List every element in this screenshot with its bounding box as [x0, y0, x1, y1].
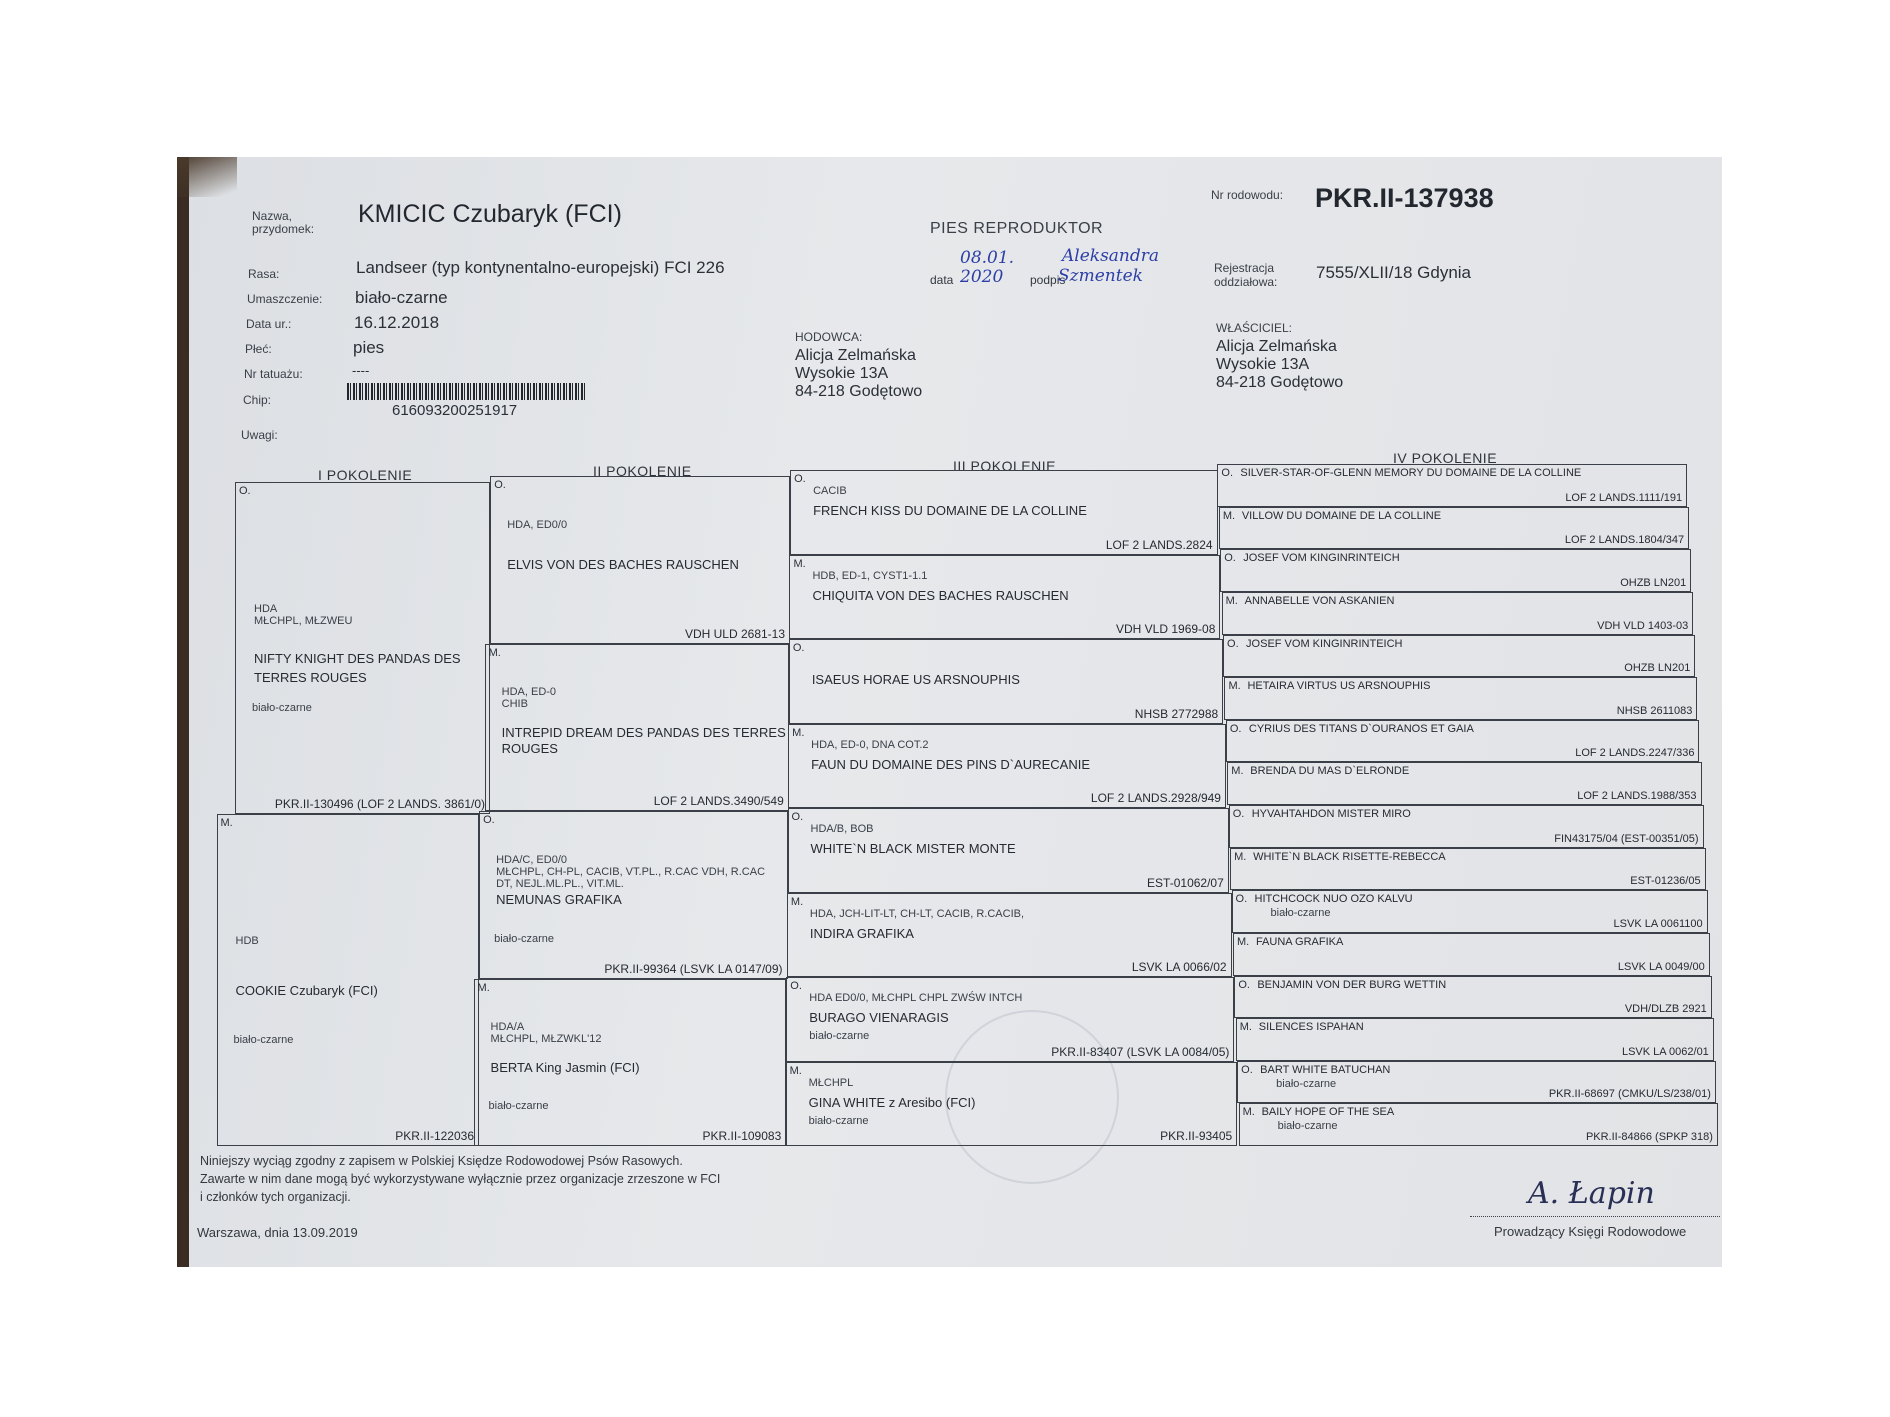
registration-number: PKR.II-93405 — [1160, 1129, 1233, 1143]
remarks-label: Uwagi: — [241, 428, 278, 442]
parent-mark: M. — [1242, 1106, 1255, 1119]
pedigree-cell-g4-2 — [1219, 507, 1689, 550]
parent-mark: M. — [1236, 935, 1250, 948]
titles: HDB — [235, 934, 259, 947]
registration-number: LOF 2 LANDS.2928/949 — [1090, 791, 1221, 805]
place-date: Warszawa, dnia 13.09.2019 — [197, 1225, 358, 1240]
pedigree-cell-g4-10 — [1230, 848, 1706, 891]
branch-label: Rejestracja oddziałowa: — [1214, 261, 1278, 289]
registration-number: PKR.II-130496 (LOF 2 LANDS. 3861/0) — [274, 797, 485, 811]
registration-number: VDH/DLZB 2921 — [1624, 1003, 1707, 1016]
color-label: Umaszczenie: — [247, 292, 323, 306]
parent-mark: M. — [789, 1064, 802, 1077]
generation-4-heading: IV POKOLENIE — [1393, 450, 1498, 466]
parent-mark: M. — [1228, 680, 1241, 693]
dog-name: ELVIS VON DES BACHES RAUSCHEN — [507, 557, 739, 573]
pedigree-cell-g3-2 — [789, 555, 1220, 640]
dog-name: BRENDA DU MAS D`ELRONDE — [1250, 765, 1410, 778]
coat-color: biało-czarne — [1270, 907, 1331, 920]
registration-number: OHZB LN201 — [1620, 576, 1687, 589]
pedigree-cell-g2-3 — [479, 811, 787, 979]
coat-color: biało-czarne — [1276, 1077, 1337, 1090]
titles: HDA/C, ED0/0 MŁCHPL, CH-PL, CACIB, VT.PL., R.CAC VDH, R.CAC DT, NEJL.ML.PL., VIT.ML. — [496, 853, 766, 890]
registration-number: LOF 2 LANDS.1988/353 — [1577, 790, 1697, 802]
parent-mark: O. — [1241, 1063, 1253, 1076]
parent-mark: O. — [239, 485, 251, 497]
dog-name: ISAEUS HORAE US ARSNOUPHIS — [811, 672, 1020, 687]
dog-name: NIFTY KNIGHT DES PANDAS DES TERRES ROUGES — [254, 651, 461, 685]
parent-mark: O. — [790, 980, 802, 992]
sex-value: pies — [353, 338, 385, 357]
dog-name: FAUN DU DOMAINE DES PINS D`AURECANIE — [811, 756, 1090, 772]
titles: HDA MŁCHPL, MŁZWEU — [254, 602, 353, 627]
coat-color: biało-czarne — [808, 1114, 869, 1127]
registration-number: VDH VLD 1403-03 — [1597, 619, 1689, 632]
pedigree-cell-g4-5 — [1223, 635, 1695, 678]
dob-value: 16.12.2018 — [354, 313, 440, 332]
coat-color: biało-czarne — [488, 1100, 549, 1113]
registration-number: PKR.II-68697 (CMKU/LS/238/01) — [1548, 1088, 1711, 1101]
pedigree-cell-g4-9 — [1229, 805, 1704, 848]
dog-name: JOSEF VOM KINGINRINTEICH — [1246, 637, 1403, 650]
chip-label: Chip: — [243, 393, 272, 407]
registration-number: PKR.II-84866 (SPKP 318) — [1585, 1131, 1713, 1143]
tattoo-label: Nr tatuażu: — [244, 367, 303, 381]
dog-name: KMICIC Czubaryk (FCI) — [358, 200, 622, 228]
titles: HDA/B, BOB — [810, 823, 874, 835]
parent-mark: O. — [483, 814, 495, 826]
registration-number: LOF 2 LANDS.1804/347 — [1564, 534, 1685, 547]
sign-label: podpis — [1030, 273, 1066, 287]
parent-mark: M. — [1222, 509, 1236, 522]
titles: CACIB — [813, 485, 847, 497]
dog-name: BAILY HOPE OF THE SEA — [1261, 1106, 1395, 1119]
dog-name: ANNABELLE VON ASKANIEN — [1244, 594, 1395, 607]
handwritten-date-1: 08.01. — [960, 248, 1015, 268]
registration-number: LOF 2 LANDS.2824 — [1105, 537, 1213, 552]
parent-mark: M. — [1225, 594, 1238, 607]
parent-mark: O. — [791, 811, 804, 823]
signatory-title: Prowadzący Księgi Rodowodowe — [1494, 1224, 1687, 1239]
pedigree-cell-g4-1 — [1217, 464, 1687, 507]
pedigree-cell-g4-3 — [1220, 549, 1691, 592]
owner-line-3: 84-218 Godętowo — [1216, 374, 1344, 391]
registration-number: LSVK LA 0049/00 — [1617, 960, 1705, 973]
parent-mark: O. — [1224, 552, 1236, 565]
sex-label: Płeć: — [245, 342, 272, 356]
color-value: biało-czarne — [355, 288, 448, 307]
coat-color: biało-czarne — [809, 1030, 870, 1042]
pedigree-cell-g2-4 — [474, 979, 787, 1147]
chip-number: 616093200251917 — [392, 402, 518, 419]
chip-barcode — [347, 383, 585, 400]
dog-name: HITCHCOCK NUO OZO KALVU — [1254, 893, 1413, 906]
titles: HDA, ED0/0 — [507, 518, 568, 531]
generation-3-heading: III POKOLENIE — [953, 458, 1056, 474]
registration-number: VDH VLD 1969-08 — [1116, 622, 1216, 636]
pedigree-cell-g2-2 — [485, 644, 789, 812]
pedigree-cell-g4-4 — [1222, 592, 1694, 635]
breeder-label: HODOWCA: — [795, 330, 863, 344]
titles: HDB, ED-1, CYST1-1.1 — [812, 569, 928, 582]
handwritten-sign-2: Szmentek — [1058, 266, 1143, 286]
pedigree-cell-g4-15 — [1237, 1061, 1716, 1104]
pedigree-cell-g4-6 — [1224, 677, 1697, 720]
registration-number: VDH ULD 2681-13 — [684, 626, 786, 641]
pedigree-cell-g3-1 — [790, 470, 1218, 555]
parent-mark: O. — [1235, 893, 1248, 906]
parent-mark: O. — [494, 479, 506, 491]
owner-line-2: Wysokie 13A — [1216, 356, 1310, 373]
dog-name: WHITE`N BLACK RISETTE-REBECCA — [1253, 850, 1446, 863]
registration-number: LOF 2 LANDS.1111/191 — [1565, 491, 1683, 504]
owner-label: WŁAŚCICIEL: — [1216, 321, 1293, 335]
owner-line-1: Alicja Zelmańska — [1216, 338, 1337, 355]
coat-color: biało-czarne — [1277, 1120, 1338, 1133]
registration-number: LOF 2 LANDS.2247/336 — [1575, 747, 1695, 760]
pedigree-cell-g1-1 — [235, 482, 490, 814]
registration-number: NHSB 2772988 — [1134, 706, 1219, 721]
handwritten-sign-1: Aleksandra — [1062, 246, 1160, 266]
pedigree-cell-g2-1 — [490, 476, 790, 644]
registration-number: PKR.II-122036 — [395, 1129, 474, 1143]
pedigree-cell-g3-7 — [786, 977, 1234, 1062]
dog-name: FAUNA GRAFIKA — [1255, 935, 1344, 948]
breed-value: Landseer (typ kontynentalno-europejski) FCI 226 — [356, 258, 725, 277]
registration-number: PKR.II-83407 (LSVK LA 0084/05) — [1051, 1044, 1230, 1059]
pedigree-cell-g4-16 — [1239, 1103, 1718, 1146]
parent-mark: M. — [1234, 850, 1247, 863]
registration-number: PKR.II-109083 — [702, 1129, 782, 1143]
titles: HDA ED0/0, MŁCHPL CHPL ZWŚW INTCH — [809, 992, 1023, 1004]
dob-label: Data ur.: — [246, 317, 292, 331]
dog-name: BURAGO VIENARAGIS — [809, 1010, 949, 1025]
registration-number: LSVK LA 0062/01 — [1621, 1045, 1709, 1058]
breeder-line-3: 84-218 Godętowo — [795, 383, 923, 400]
pedigree-cell-g3-6 — [787, 893, 1232, 978]
dog-name: SILENCES ISPAHAN — [1258, 1021, 1364, 1034]
dog-name: HYVAHTAHDON MISTER MIRO — [1251, 808, 1411, 820]
dog-name: WHITE`N BLACK MISTER MONTE — [810, 841, 1016, 856]
breeder-line-1: Alicja Zelmańska — [795, 347, 916, 364]
pedigree-number: PKR.II-137938 — [1315, 183, 1494, 213]
branch-value: 7555/XLII/18 Gdynia — [1316, 263, 1472, 282]
registration-number: PKR.II-99364 (LSVK LA 0147/09) — [604, 961, 783, 976]
dog-name: BART WHITE BATUCHAN — [1260, 1063, 1391, 1076]
dog-name: BENJAMIN VON DER BURG WETTIN — [1257, 978, 1447, 991]
parent-mark: M. — [477, 981, 490, 994]
parent-mark: M. — [1239, 1021, 1252, 1034]
name-label: Nazwa, przydomek: — [252, 209, 315, 236]
handwritten-date-2: 2020 — [960, 267, 1004, 287]
pedigree-cell-g4-7 — [1226, 720, 1700, 763]
pedigree-cell-g4-8 — [1227, 762, 1701, 805]
parent-mark: O. — [1221, 467, 1234, 479]
dog-name: INTREPID DREAM DES PANDAS DES TERRES ROUGES — [501, 724, 786, 756]
parent-mark: M. — [793, 557, 806, 570]
parent-mark: O. — [792, 642, 805, 654]
parent-mark: O. — [1229, 722, 1242, 735]
pedigree-cell-g4-13 — [1234, 976, 1711, 1019]
stud-title: PIES REPRODUKTOR — [930, 220, 1104, 237]
dog-name: GINA WHITE z Aresibo (FCI) — [808, 1094, 976, 1110]
pedigree-cell-g3-5 — [788, 808, 1229, 893]
parent-mark: M. — [488, 646, 501, 659]
registration-number: FIN43175/04 (EST-00351/05) — [1554, 832, 1699, 845]
registration-number: LSVK LA 0066/02 — [1131, 960, 1227, 974]
titles: MŁCHPL — [808, 1076, 854, 1089]
dog-name: FRENCH KISS DU DOMAINE DE LA COLLINE — [813, 503, 1087, 518]
registration-number: LSVK LA 0061100 — [1613, 917, 1703, 930]
dog-name: CYRIUS DES TITANS D`OURANOS ET GAIA — [1248, 722, 1474, 735]
date-label: data — [930, 273, 954, 287]
dog-name: NEMUNAS GRAFIKA — [496, 892, 622, 908]
coat-color: biało-czarne — [233, 1034, 294, 1047]
generation-1-heading: I POKOLENIE — [318, 467, 413, 483]
titles: HDA, ED-0 CHIB — [501, 686, 557, 711]
parent-mark: M. — [792, 726, 805, 739]
registration-number: EST-01062/07 — [1147, 875, 1224, 890]
titles: HDA/A MŁCHPL, MŁZWKL'12 — [490, 1021, 602, 1046]
generation-2-heading: II POKOLENIE — [593, 463, 692, 479]
pedigree-cell-g1-2 — [217, 814, 480, 1146]
signature-line — [1470, 1216, 1720, 1217]
parent-mark: M. — [1231, 765, 1244, 778]
handwritten-signature: A. Łapin — [1528, 1176, 1655, 1211]
dog-name: COOKIE Czubaryk (FCI) — [235, 983, 378, 998]
parent-mark: M. — [220, 817, 233, 829]
pedigree-cell-g3-8 — [786, 1062, 1238, 1147]
dog-name: HETAIRA VIRTUS US ARSNOUPHIS — [1247, 680, 1431, 693]
registration-number: EST-01236/05 — [1630, 875, 1701, 888]
registration-number: LOF 2 LANDS.3490/549 — [653, 794, 784, 808]
registration-number: OHZB LN201 — [1624, 662, 1691, 675]
dog-name: JOSEF VOM KINGINRINTEICH — [1243, 552, 1400, 565]
dog-name: BERTA King Jasmin (FCI) — [490, 1059, 640, 1075]
pedigree-cell-g4-14 — [1236, 1018, 1714, 1061]
parent-mark: O. — [794, 473, 806, 485]
pedigree-cell-g4-11 — [1232, 890, 1708, 933]
titles: HDA, ED-0, DNA COT.2 — [811, 738, 929, 751]
coat-color: biało-czarne — [252, 702, 312, 715]
tattoo-value: ---- — [352, 363, 370, 378]
titles: HDA, JCH-LIT-LT, CH-LT, CACIB, R.CACIB, — [809, 907, 1025, 920]
parent-mark: M. — [790, 895, 804, 908]
footer-notice: Niniejszy wyciąg zgodny z zapisem w Polskiej Księdze Rodowodowej Psów Rasowych. Zawarte w nim dane mogą być wykorzystywane wyłącznie przez organizacje zrzeszone w FCI i członków tych organizacji. — [200, 1154, 721, 1204]
pedigree-cell-g4-12 — [1233, 933, 1710, 976]
registration-number: NHSB 2611083 — [1616, 704, 1693, 717]
parent-mark: O. — [1238, 978, 1250, 991]
pedigree-cell-g3-3 — [789, 639, 1223, 724]
dog-name: VILLOW DU DOMAINE DE LA COLLINE — [1241, 509, 1442, 522]
breeder-line-2: Wysokie 13A — [795, 365, 889, 382]
dog-name: INDIRA GRAFIKA — [809, 925, 914, 941]
breed-label: Rasa: — [248, 267, 280, 281]
parent-mark: O. — [1232, 808, 1245, 820]
coat-color: biało-czarne — [494, 932, 555, 945]
dog-name: CHIQUITA VON DES BACHES RAUSCHEN — [812, 587, 1069, 603]
pedigree-no-label: Nr rodowodu: — [1211, 188, 1284, 202]
dog-name: SILVER-STAR-OF-GLENN MEMORY DU DOMAINE DE LA COLLINE — [1240, 467, 1582, 479]
pedigree-cell-g3-4 — [788, 724, 1226, 809]
parent-mark: O. — [1227, 637, 1239, 650]
